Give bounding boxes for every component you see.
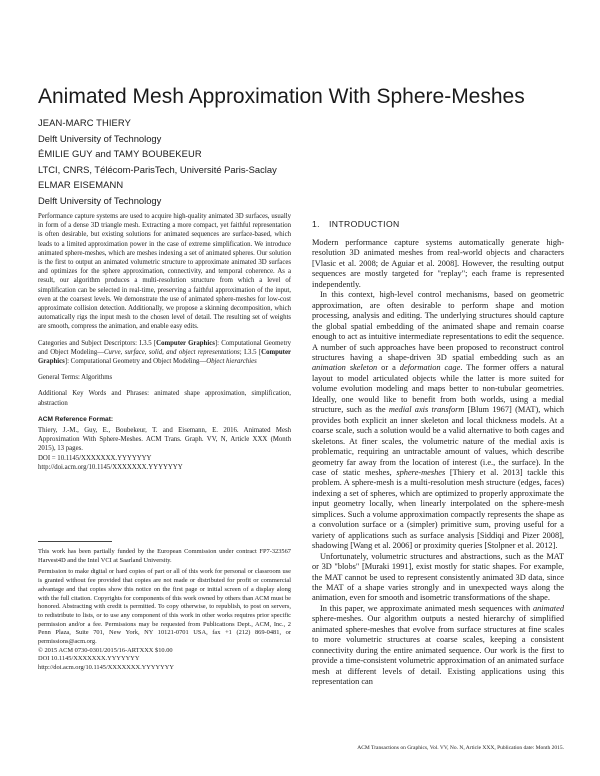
- section-title: INTRODUCTION: [328, 219, 400, 229]
- section-heading-introduction: [312, 219, 400, 229]
- funding-note: This work has been partially funded by the European Commission under contract FP7-323567 Harvest4D and the Intel VCI at Saarland University.: [38, 548, 291, 564]
- intro-paragraph: In this paper, we approximate animated mesh sequences with animated sphere-meshes. Our algorithm outputs a nested hierarchy of simplified animated sphere-meshes that evolve from surface structures at fine scales to more volumetric structures at coarse scales, keeping a consistent connectivity during the entire animated sequence. Our work is the first to provide a time-consistent volumetric approximation of an animated surface mesh at different levels of detail. Existing applications using this representation can: [312, 603, 564, 687]
- acm-reference: [38, 415, 291, 472]
- paper-title: Animated Mesh Approximation With Sphere-Meshes: [38, 85, 525, 108]
- intro-paragraph: In this context, high-level control mechanisms, based on geometric approximation, are often desirable to perform shape and motion processing, analysis and editing. The underlying structures should capture the global spatial embedding of the animated shape and remain coarse enough to act as intuitive intermediate representations to edit the sequence. A number of such approaches have been proposed to reconstruct control structures having a shape-driven 3D spatial embedding such as an animation skeleton or a deformation cage. The former offers a natural layout to model articulated objects while the latter is more suited for volume evolution modeling and maps better to non-tubular geometries. Ideally, one would like to benefit from both worlds, using a medial structure, such as the medial axis transform [Blum 1967] (MAT), which provides both explicit an inner skeleton and local thickness models. At a coarse scale, such a solution would be a valid alternative to both cages and skeletons. At finer scales, the volumetric nature of the medial axis is problematic, requiring an untractable amount of values, which describe geometry far away from the location of interest (i.e., the surface). In the case of static meshes, sphere-meshes [Thiery et al. 2013] tackle this problem. A sphere-mesh is a multi-resolution mesh structure (edges, faces) indexing a set of spheres, which are optimized to properly approximate the input geometry locally, when linearly interpolated on the sphere-mesh simplices. Such a volume approximation compactly represents the shape as a convolution surface or a (simpler) primitive sum, proving useful for a variety of applications such as surface analysis [Siddiqi and Pizer 2008], shadowing [Wang et al. 2006] or proximity queries [Stolpner et al. 2012].: [312, 290, 565, 551]
- abstract: Performance capture systems are used to acquire high-quality animated 3D surfaces, usually in form of a dense 3D triangle mesh. Extracting a more compact, yet faithful representation is often desirable, but existing solutions for animated sequences are surface-based, which leads to a limited approximation power in the case of extreme simplification. We introduce animated sphere-meshes, which are meshes indexing a set of animated spheres. Our solution is the first to output an animated volumetric structure to approximate animated 3D surfaces and optimizes for the sphere approximation, connectivity, and temporal coherence. As a result, our algorithm produces a multi-resolution structure from which a level of simplification can be selected in real-time, preserving a faithful approximation of the input, even at the coarsest levels. We demonstrate the use of animated sphere-meshes for low-cost approximate collision detection. Additionally, we propose a skinning decomposition, which automatically rigs the input mesh to the chosen level of detail. The resulting set of weights are smooth, compress the animation, and enable easy edits.: [38, 213, 291, 331]
- footnote-doi: DOI 10.1145/XXXXXXX.YYYYYYY: [38, 655, 140, 663]
- keywords: Additional Key Words and Phrases: animated shape approximation, simplification, abstraction: [38, 390, 291, 407]
- author-block: [38, 115, 558, 209]
- footnote: [38, 548, 291, 673]
- author-affiliation: LTCI, CNRS, Télécom-ParisTech, Université Paris-Saclay: [38, 163, 277, 175]
- reference-text: Thiery, J.-M., Guy, E., Boubekeur, T. and Eisemann, E. 2016. Animated Mesh Approximation With Sphere-Meshes. ACM Trans. Graph. VV, N, Article XXX (Month 2015), 13 pages.: [38, 427, 291, 453]
- left-column: [38, 212, 291, 472]
- author-name: JEAN-MARC THIERY: [38, 117, 131, 128]
- intro-paragraph: Unfortunately, volumetric structures and abstractions, such as the MAT or 3D "blobs" [Muraki 1991], exist mostly for static shapes. For example, the MAT cannot be used to represent consistently animated 3D data, since the MAT of a shape varies strongly and in unexpected ways along the animation, even for smooth and isometric transformations of the shape.: [312, 551, 564, 603]
- running-footer: ACM Transactions on Graphics, Vol. VV, No. N, Article XXX, Publication date: Month 2015.: [357, 745, 564, 751]
- permission-note: Permission to make digital or hard copies of part or all of this work for personal or classroom use is granted without fee provided that copies are not made or distributed for profit or commercial advantage and that copies show this notice on the first page or initial screen of a display along with the full citation. Copyrights for components of this work owned by others than ACM must be honored. Abstracting with credit is permitted. To copy otherwise, to republish, to post on servers, to redistribute to lists, or to use any component of this work in other works requires prior specific permission and/or a fee. Permissions may be requested from Publications Dept., ACM, Inc., 2 Penn Plaza, Suite 701, New York, NY 10121-0701 USA, fax +1 (212) 869-0481, or permissions@acm.org.: [38, 568, 291, 646]
- author-affiliation: Delft University of Technology: [38, 194, 162, 206]
- author-affiliation: Delft University of Technology: [38, 132, 162, 144]
- author-name: ÉMILIE GUY and TAMY BOUBEKEUR: [38, 148, 202, 160]
- reference-url[interactable]: http://doi.acm.org/10.1145/XXXXXXX.YYYYYYY: [38, 463, 183, 471]
- general-terms: General Terms: Algorithms: [38, 374, 113, 382]
- copyright-line: © 2015 ACM 0730-0301/2015/16-ARTXXX $10.00: [38, 646, 173, 654]
- right-column: [312, 238, 564, 687]
- author-name: ELMAR EISEMANN: [38, 179, 124, 191]
- reference-doi: DOI = 10.1145/XXXXXXX.YYYYYYY: [38, 454, 152, 462]
- footnote-url[interactable]: http://doi.acm.org/10.1145/XXXXXXX.YYYYYYY: [38, 664, 174, 672]
- intro-paragraph: Modern performance capture systems automatically generate high-resolution 3D animated meshes from real-world objects and characters [Vlasic et al. 2008; de Aguiar et al. 2008]. However, the resulting output sequences are mostly targeted for "replay"; each frame is represented independently.: [312, 238, 564, 289]
- section-number: 1.: [312, 219, 320, 229]
- reference-heading: ACM Reference Format:: [38, 415, 114, 423]
- footnote-rule: [38, 541, 112, 542]
- categories: Categories and Subject Descriptors: I.3.5 [Computer Graphics]: Computational Geometry and Object Modeling—Curve, surface, solid, and object representations; I.3.5 [Computer Graphics]: Computational Geometry and Object Modeling—Object hierarchies: [38, 339, 291, 366]
